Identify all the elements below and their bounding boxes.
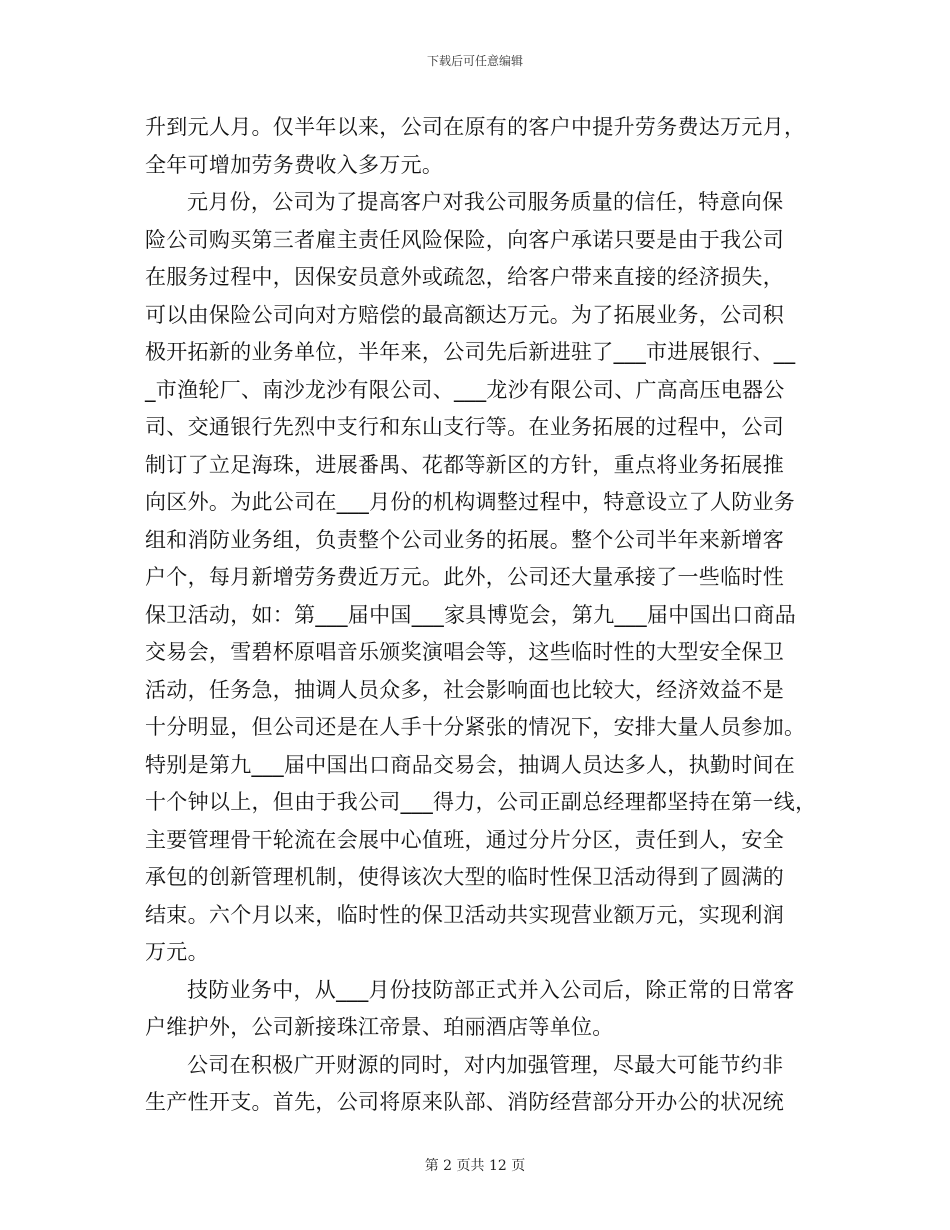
body-line: _市渔轮厂、南沙龙沙有限公司、___龙沙有限公司、广高高压电器公 — [145, 377, 785, 402]
body-line: 特别是第九___届中国出口商品交易会，抽调人员达多人，执勤时间在 — [145, 752, 796, 777]
body-line: 生产性开支。首先，公司将原来队部、消防经营部分开办公的状况统 — [145, 1090, 784, 1114]
body-line: 可以由保险公司向对方赔偿的最高额达万元。为了拓展业务，公司积 — [145, 302, 784, 327]
body-line: 万元。 — [145, 940, 209, 964]
body-line: 承包的创新管理机制，使得该次大型的临时性保卫活动得到了圆满的 — [145, 865, 784, 889]
paragraph-start-line: 元月份，公司为了提高客户对我公司服务质量的信任，特意向保 — [187, 190, 784, 214]
paragraph-start-line: 公司在积极广开财源的同时，对内加强管理，尽最大可能节约非 — [187, 1052, 784, 1077]
body-line: 活动，任务急，抽调人员众多，社会影响面也比较大，经济效益不是 — [145, 677, 784, 702]
body-line: 主要管理骨干轮流在会展中心值班，通过分片分区，责任到人，安全 — [145, 827, 784, 852]
page-header: 下载后可任意编辑 — [426, 54, 523, 68]
body-line: 组和消防业务组，负责整个公司业务的拓展。整个公司半年来新增客 — [145, 527, 784, 552]
body-line: 全年可增加劳务费收入多万元。 — [145, 152, 444, 177]
body-line: 制订了立足海珠，进展番禺、花都等新区的方针，重点将业务拓展推 — [145, 452, 784, 477]
body-line: 升到元人月。仅半年以来，公司在原有的客户中提升劳务费达万元月， — [145, 115, 806, 139]
body-line: 结束。六个月以来，临时性的保卫活动共实现营业额万元，实现利润 — [145, 902, 784, 927]
paragraph-start-line: 技防业务中，从___月份技防部正式并入公司后，除正常的日常客 — [187, 977, 795, 1002]
body-line: 司、交通银行先烈中支行和东山支行等。在业务拓展的过程中，公司 — [145, 415, 784, 439]
body-line: 险公司购买第三者雇主责任风险保险，向客户承诺只要是由于我公司 — [145, 227, 784, 252]
body-line: 向区外。为此公司在___月份的机构调整过程中，特意设立了人防业务 — [145, 490, 796, 514]
document-body — [145, 109, 825, 1122]
body-line: 十分明显，但公司还是在人手十分紧张的情况下，安排大量人员参加。 — [145, 715, 806, 739]
body-line: 户维护外，公司新接珠江帝景、珀丽酒店等单位。 — [145, 1015, 614, 1039]
body-line: 户个，每月新增劳务费近万元。此外，公司还大量承接了一些临时性 — [145, 565, 784, 589]
body-line: 极开拓新的业务单位，半年来，公司先后新进驻了___市进展银行、__ — [145, 340, 796, 364]
body-line: 十个钟以上，但由于我公司___得力，公司正副总经理都坚持在第一线， — [145, 790, 817, 814]
body-line: 在服务过程中，因保安员意外或疏忽，给客户带来直接的经济损失， — [145, 265, 784, 289]
page-footer: 第 2 页共 12 页 — [424, 1158, 526, 1174]
body-line: 交易会，雪碧杯原唱音乐颁奖演唱会等，这些临时性的大型安全保卫 — [145, 640, 784, 664]
body-line: 保卫活动，如：第___届中国___家具博览会，第九___届中国出口商品 — [145, 602, 796, 627]
